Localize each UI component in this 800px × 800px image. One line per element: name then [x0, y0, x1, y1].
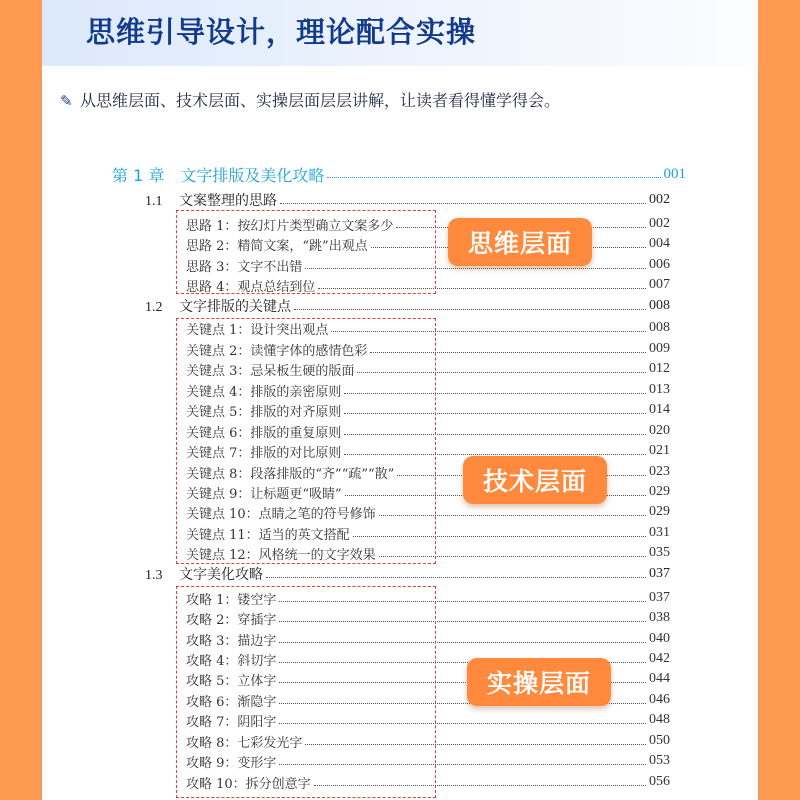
item-page: 053	[649, 753, 670, 768]
item-page: 038	[649, 610, 670, 625]
item-page: 006	[649, 257, 670, 272]
item-page: 029	[649, 484, 670, 499]
item-label: 关键点 12：风格统一的文字效果	[186, 547, 376, 563]
toc-chapter	[112, 164, 686, 184]
toc-section	[145, 296, 670, 316]
toc-section	[145, 564, 670, 584]
item-page: 008	[649, 320, 670, 335]
section-label: 文字排版的关键点	[179, 299, 291, 315]
section-page: 037	[649, 566, 670, 581]
tag-thinking: 思维层面	[448, 218, 592, 266]
item-page: 040	[649, 631, 670, 646]
item-page: 002	[649, 216, 670, 231]
chapter-label: 第 1 章 文字排版及美化攻略	[112, 165, 325, 185]
item-label: 关键点 5：排版的对齐原则	[186, 404, 342, 420]
item-page: 056	[649, 774, 670, 789]
item-label: 关键点 6：排版的重复原则	[186, 425, 342, 441]
item-label: 攻略 9：变形字	[186, 755, 277, 771]
item-label: 关键点 10：点睛之笔的符号修饰	[186, 506, 376, 522]
chapter-page: 001	[663, 165, 686, 182]
item-page: 009	[649, 341, 670, 356]
item-page: 037	[649, 590, 670, 605]
item-page: 014	[649, 402, 670, 417]
item-page: 013	[649, 382, 670, 397]
section-page: 002	[649, 192, 670, 207]
item-page: 007	[649, 277, 670, 292]
item-label: 关键点 1：设计突出观点	[186, 322, 329, 338]
section-number: 1.3	[145, 568, 163, 583]
item-label: 攻略 3：描边字	[186, 633, 277, 649]
item-label: 攻略 7：阴阳字	[186, 714, 277, 730]
tag-technical: 技术层面	[463, 456, 607, 504]
dashed-box-practical	[176, 586, 436, 798]
toc-section	[145, 190, 670, 210]
leader-dots	[327, 176, 660, 178]
item-page: 012	[649, 361, 670, 376]
page-title: 思维引导设计，理论配合实操	[86, 15, 477, 49]
item-label: 关键点 7：排版的对比原则	[186, 445, 342, 461]
item-label: 关键点 2：读懂字体的感情色彩	[186, 343, 368, 359]
item-page: 050	[649, 733, 670, 748]
item-page: 023	[649, 464, 670, 479]
content-card	[42, 0, 758, 800]
item-label: 关键点 3：忌呆板生硬的版面	[186, 363, 355, 379]
item-label: 攻略 8：七彩发光字	[186, 735, 303, 751]
item-label: 思路 1：按幻灯片类型确立文案多少	[186, 218, 394, 234]
pen-icon: ✎	[60, 92, 73, 110]
item-page: 029	[649, 504, 670, 519]
item-page: 020	[649, 423, 670, 438]
item-page: 044	[649, 671, 670, 686]
item-label: 攻略 4：斜切字	[186, 653, 277, 669]
item-label: 攻略 5：立体字	[186, 673, 277, 689]
item-label: 思路 3：文字不出错	[186, 259, 303, 275]
item-label: 思路 4：观点总结到位	[186, 279, 316, 295]
item-page: 042	[649, 651, 670, 666]
section-label: 文字美化攻略	[179, 567, 263, 583]
dashed-box-thinking	[176, 210, 436, 294]
item-label: 关键点 4：排版的亲密原则	[186, 384, 342, 400]
section-page: 008	[649, 298, 670, 313]
dashed-box-technical	[176, 318, 436, 564]
item-page: 046	[649, 692, 670, 707]
item-label: 关键点 8：段落排版的“齐”“疏”“散”	[186, 466, 395, 482]
item-label: 攻略 2：穿插字	[186, 612, 277, 628]
item-label: 攻略 10：拆分创意字	[186, 776, 311, 792]
item-label: 攻略 6：渐隐字	[186, 694, 277, 710]
leader-dots	[294, 308, 646, 310]
item-label: 关键点 9：让标题更“吸睛”	[186, 486, 342, 502]
table-of-contents	[42, 0, 758, 800]
item-page: 035	[649, 545, 670, 560]
subtitle-text: 从思维层面、技术层面、实操层面层层讲解，让读者看得懂学得会。	[80, 91, 561, 110]
item-label: 攻略 1：镂空字	[186, 592, 277, 608]
leader-dots	[280, 202, 646, 204]
item-page: 004	[649, 236, 670, 251]
item-page: 048	[649, 712, 670, 727]
item-label: 关键点 11：适当的英文搭配	[186, 527, 350, 543]
section-number: 1.1	[145, 194, 163, 209]
leader-dots	[266, 576, 646, 578]
item-page: 031	[649, 525, 670, 540]
item-page: 021	[649, 443, 670, 458]
item-label: 思路 2：精简文案，“跳”出观点	[186, 238, 368, 254]
tag-practical: 实操层面	[467, 658, 611, 706]
section-label: 文案整理的思路	[179, 193, 277, 209]
section-number: 1.2	[145, 300, 163, 315]
